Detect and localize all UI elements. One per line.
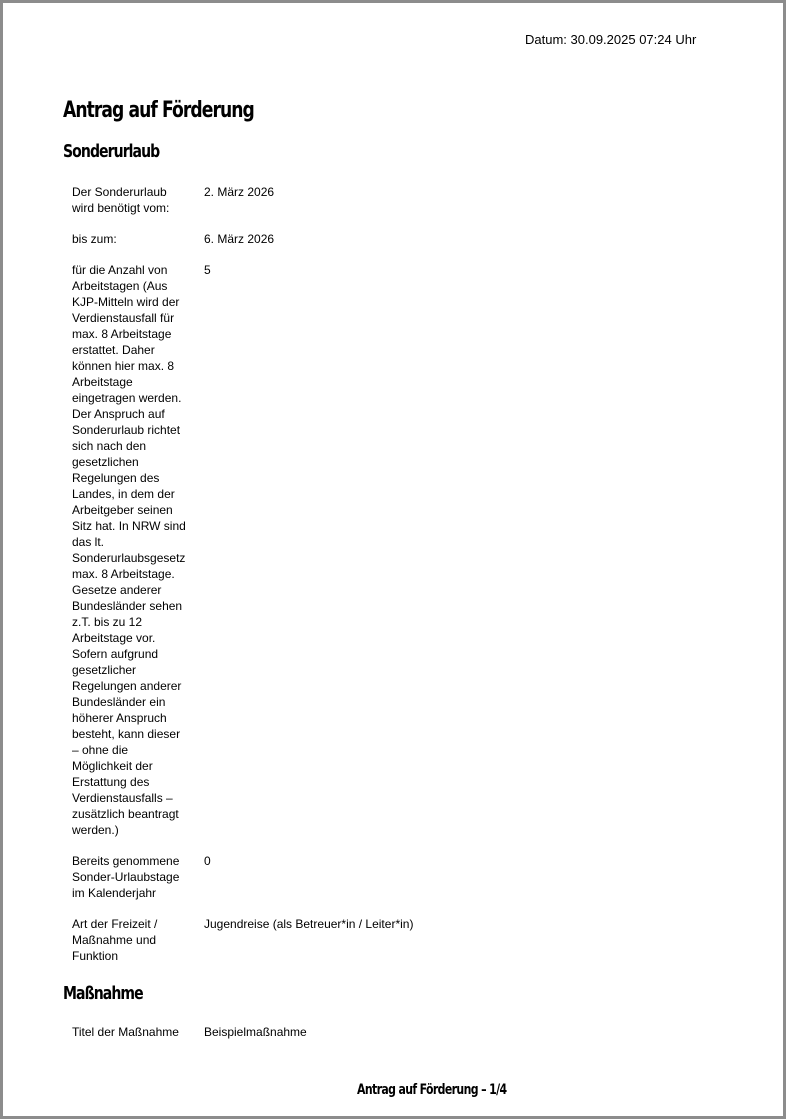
sonderurlaub-table: [72, 184, 684, 979]
table-row: [72, 231, 684, 247]
field-value: 5: [204, 263, 211, 277]
field-label: Der Sonderurlaub wird benötigt vom:: [72, 185, 170, 215]
section-heading-massnahme: Maßnahme: [63, 983, 143, 1004]
field-value: 6. März 2026: [204, 232, 275, 246]
field-label: Titel der Maßnahme: [72, 1025, 179, 1039]
page-footer: Antrag auf Förderung – 1/4: [357, 1082, 507, 1098]
document-title: Antrag auf Förderung: [63, 98, 254, 123]
table-row: [72, 853, 684, 901]
field-value: 0: [204, 854, 211, 868]
massnahme-table: [72, 1024, 684, 1055]
field-label: für die Anzahl von Arbeitstagen (Aus KJP-Mitteln wird der Verdienstausfall für max. 8 Arbeitstage erstattet. Daher können hier max. 8 Arbeitstage eingetragen werden. Der Anspruch auf Sonderurlaub richtet sich nach den gesetzlichen Regelungen des Landes, in dem der Arbeitgeber seinen Sitz hat. In NRW sind das lt. Sonderurlaubsgesetz max. 8 Arbeitstage. Gesetze anderer Bundesländer sehen z.T. bis zu 12 Arbeitstage vor. Sofern aufgrund gesetzlicher Regelungen anderer Bundesländer ein höherer Anspruch besteht, kann dieser – ohne die Möglichkeit der Erstattung des Verdienstausfalls – zusätzlich beantragt werden.): [72, 263, 186, 837]
section-heading-sonderurlaub: Sonderurlaub: [63, 141, 160, 162]
table-row: [72, 262, 684, 838]
field-value: Jugendreise (als Betreuer*in / Leiter*in): [204, 917, 414, 931]
field-value: 2. März 2026: [204, 185, 275, 199]
field-label: bis zum:: [72, 232, 117, 246]
document-date: Datum: 30.09.2025 07:24 Uhr: [525, 32, 697, 47]
table-row: [72, 184, 684, 216]
field-label: Bereits genommene Sonder-Urlaubstage im Kalenderjahr: [72, 854, 180, 900]
field-value: Beispielmaßnahme: [204, 1025, 307, 1039]
table-row: [72, 1024, 684, 1040]
field-label: Art der Freizeit / Maßnahme und Funktion: [72, 917, 158, 963]
table-row: [72, 916, 684, 964]
